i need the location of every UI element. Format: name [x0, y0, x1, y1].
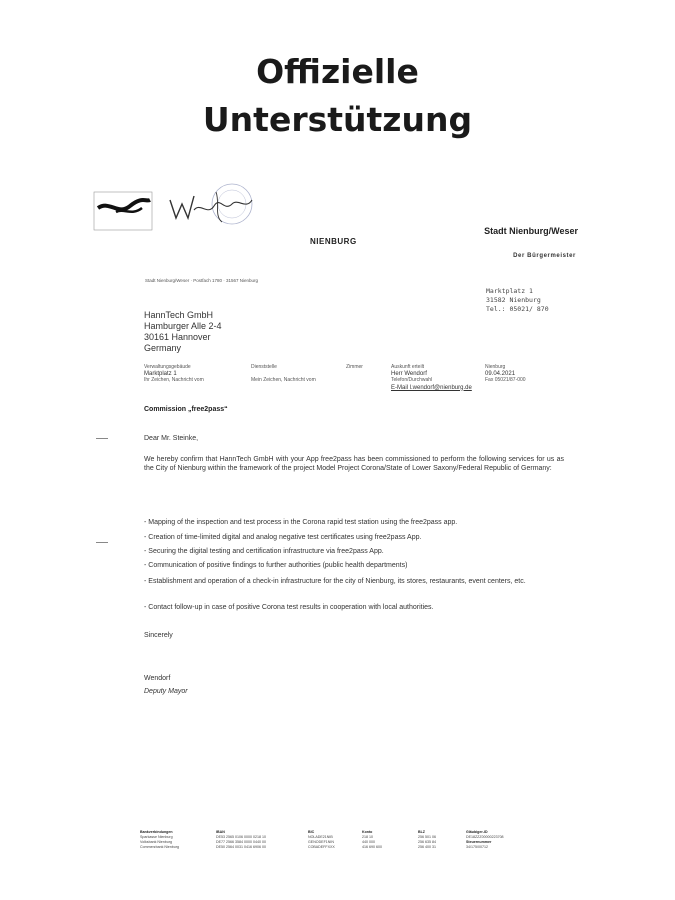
footer-line: COBADEFFXXX — [308, 845, 335, 849]
bullet-item: - Mapping of the inspection and test process in the Corona rapid test station using the free2pass app. — [144, 519, 458, 526]
meta-label: Telefon/Durchwahl — [391, 377, 433, 383]
nienburg-logo-icon — [88, 190, 158, 232]
recipient-line: Hamburger Alle 2-4 — [144, 321, 222, 331]
signer-name: Wendorf — [144, 675, 171, 682]
footer-banks — [140, 830, 179, 850]
footer-line: 440 000 — [362, 840, 375, 844]
footer-line: 256 400 31 — [418, 845, 436, 849]
meta-label: Nienburg — [485, 364, 506, 370]
page-heading-line1: Offizielle — [256, 52, 419, 91]
footer-blz — [418, 830, 436, 850]
footer-line: DE77 2566 3584 0000 0440 00 — [216, 840, 266, 844]
meta-label: Zimmer — [346, 364, 363, 370]
meta-label: Dienststelle — [251, 364, 277, 370]
footer-line: 256 635 84 — [418, 840, 436, 844]
footer-line: GENODEF1NIN — [308, 840, 334, 844]
signature-icon — [162, 182, 262, 232]
office-address-line: 31582 Nienburg — [486, 296, 541, 304]
page-heading-line2: Unterstützung — [202, 100, 473, 139]
footer-line: 256 501 06 — [418, 835, 436, 839]
footer-line: Commerzbank Nienburg — [140, 845, 179, 849]
bullet-item: - Establishment and operation of a check-in infrastructure for the city of Nienburg, its stores, restaurants, event centers, etc. — [144, 578, 526, 585]
bullet-item: - Contact follow-up in case of positive Corona test results in cooperation with local authorities. — [144, 604, 434, 611]
sender-city: Stadt Nienburg/Weser — [484, 226, 578, 236]
meta-room — [346, 364, 363, 371]
letter-document — [88, 182, 598, 900]
meta-label: Ihr Zeichen, Nachricht vom — [144, 377, 204, 383]
footer-konto — [362, 830, 382, 850]
footer-header: BLZ — [418, 830, 425, 834]
meta-date — [485, 364, 526, 384]
footer-header: IBAN — [216, 830, 225, 834]
meta-label: Mein Zeichen, Nachricht vom — [251, 377, 316, 383]
office-address-line: Tel.: 05021/ 870 — [486, 305, 549, 313]
footer-line: 34/175/00712 — [466, 845, 488, 849]
footer-glaeubiger — [466, 830, 504, 850]
footer-iban — [216, 830, 266, 850]
footer-line: DE53 2565 0106 0000 0218 10 — [216, 835, 266, 839]
meta-label: Fax 05021/87-000 — [485, 377, 526, 383]
bullet-item: - Creation of time-limited digital and analog negative test certificates using free2pass App. — [144, 534, 422, 541]
bullet-item: - Securing the digital testing and certification infrastructure via free2pass App. — [144, 548, 384, 555]
footer-line: DE18ZZZ00000223708 — [466, 835, 504, 839]
recipient-address — [144, 310, 222, 354]
fold-mark — [96, 438, 108, 439]
footer-line: DE50 2564 0031 0416 6906 00 — [216, 845, 266, 849]
footer-bic — [308, 830, 335, 850]
return-address: Stadt Nienburg/Weser · Postfach 1780 · 31567 Nienburg — [145, 278, 258, 283]
letter-subject: Commission „free2pass“ — [144, 406, 228, 413]
footer-line: Volksbank Nienburg — [140, 840, 172, 844]
contact-email: E-Mail l.wendorf@nienburg.de — [391, 384, 472, 391]
footer-header: Bankverbindungen — [140, 830, 173, 834]
footer-line: NOLADE21NIB — [308, 835, 333, 839]
body-paragraph: We hereby confirm that HannTech GmbH with your App free2pass has been commissioned to perform the following services for us as the City of Nienburg within the framework of the project Model Project Corona/State of Lower Saxony/Federal Republic of Germany: — [144, 456, 564, 472]
footer-header: Konto — [362, 830, 373, 834]
logo-wordmark: NIENBURG — [310, 237, 357, 246]
office-address-line: Marktplatz 1 — [486, 287, 533, 295]
salutation: Dear Mr. Steinke, — [144, 435, 199, 442]
meta-label: Auskunft erteilt — [391, 364, 425, 370]
closing: Sincerely — [144, 632, 173, 639]
footer-line: Sparkasse Nienburg — [140, 835, 173, 839]
recipient-line: HannTech GmbH — [144, 310, 214, 320]
footer-line: 416 690 600 — [362, 845, 382, 849]
office-address — [486, 287, 549, 314]
footer-header: Gläubiger-ID — [466, 830, 488, 834]
footer-line: Steuernummer — [466, 840, 492, 844]
meta-label: Verwaltungsgebäude — [144, 364, 191, 370]
footer-line: 218 10 — [362, 835, 373, 839]
letter-date: 09.04.2021 — [485, 370, 516, 377]
signer-title: Deputy Mayor — [144, 688, 188, 695]
meta-contact — [391, 364, 472, 392]
sender-office: Der Bürgermeister — [513, 253, 576, 259]
meta-building — [144, 364, 204, 384]
recipient-line: 30161 Hannover — [144, 332, 211, 342]
recipient-line: Germany — [144, 343, 182, 353]
footer-header: BIC — [308, 830, 315, 834]
fold-mark — [96, 542, 108, 543]
meta-value: Herr Wendorf — [391, 370, 427, 377]
meta-department — [251, 364, 316, 384]
bullet-item: - Communication of positive findings to further authorities (public health departments) — [144, 562, 408, 569]
meta-value: Marktplatz 1 — [144, 370, 177, 377]
